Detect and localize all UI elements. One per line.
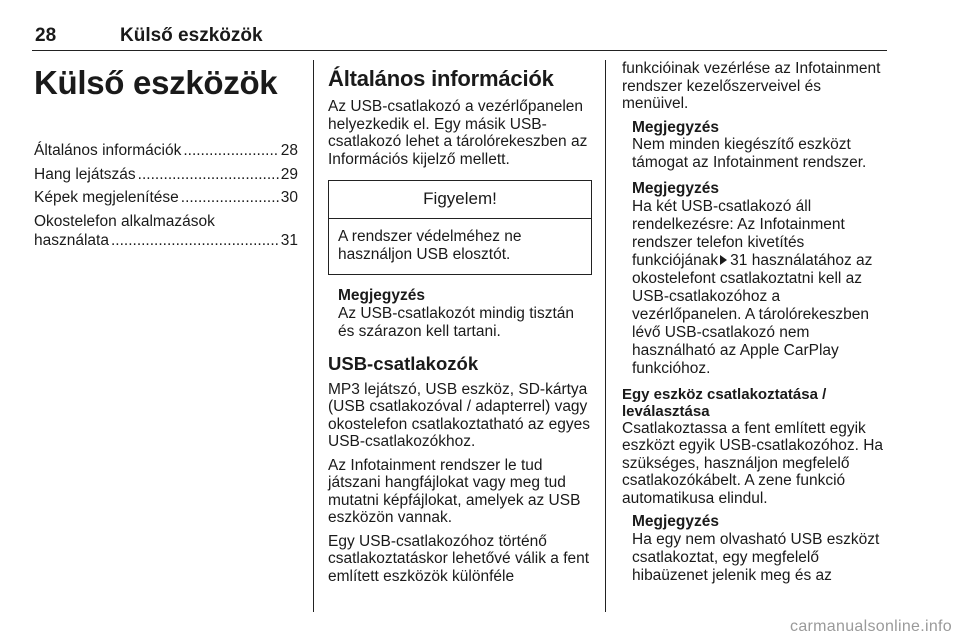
page-header [32, 12, 887, 51]
note-text-before: Ha két USB-csatlakozó áll rendelkezésre: Az Infotainment rendszer telefon kivetítés funkciójának [632, 197, 845, 269]
warning-text: A rendszer védelméhez ne használjon USB elosztót. [338, 228, 522, 263]
note-text [632, 198, 887, 378]
warning-title: Figyelem! [329, 181, 591, 219]
column-left [34, 60, 298, 255]
note-text: Az USB-csatlakozót mindig tisztán és szárazon kell tartani. [338, 304, 575, 340]
note-text-after: használatához az okostelefont csatlakoztatni kell az USB-csatlakozóhoz a vezérlőpanelen. A tárolórekeszben lévő USB-csatlakozó nem használható az Apple CarPlay funkcióhoz. [632, 251, 873, 377]
toc-entry-label: Hang lejátszás [34, 165, 136, 183]
page-reference-link[interactable]: 31 [730, 251, 748, 269]
paragraph: Egy USB-csatlakozóhoz történő csatlakoztatáskor lehetővé válik a fent említett eszközök különféle [328, 532, 590, 585]
column-divider [313, 60, 314, 612]
note [632, 513, 887, 585]
toc-leader-dots [111, 231, 279, 251]
chapter-title: Külső eszközök [34, 64, 278, 101]
paragraph: Csatlakoztassa a fent említett egyik eszközt egyik USB-csatlakozóhoz. Ha szükséges, használjon megfelelő csatlakozókábelt. A zene funkció automatikusa elindul. [622, 419, 884, 507]
note-label: Megjegyzés [632, 180, 720, 197]
paragraph: MP3 lejátszó, USB eszköz, SD-kártya (USB csatlakozóval / adapterrel) vagy okostelefon csatlakoztatható az egyes USB-csatlakozókhoz. [328, 380, 590, 450]
paragraph: funkcióinak vezérlése az Infotainment rendszer kezelőszerveivel és menüivel. [622, 60, 881, 112]
toc-leader-dots [138, 165, 279, 185]
paragraph: Az Infotainment rendszer le tud játszani hangfájlokat vagy meg tud mutatni képfájlokat, amelyek az USB eszközön vannak. [328, 456, 581, 526]
note-label: Megjegyzés [632, 513, 720, 530]
column-divider [605, 60, 606, 612]
column-middle [328, 60, 592, 591]
note [632, 180, 887, 378]
page-reference-arrow-icon [720, 255, 727, 265]
toc-entry-label: Általános információk [34, 142, 182, 159]
toc-entry-page: 30 [280, 189, 298, 206]
toc-entry-page: 28 [280, 142, 298, 159]
watermark: carmanualsonline.info [790, 618, 952, 635]
paragraph: Az USB-csatlakozó a vezérlőpanelen helyezkedik el. Egy másik USB-csatlakozó lehet a tárolórekeszben az Információs kijelző mellett. [328, 98, 588, 168]
toc-entry[interactable] [34, 212, 298, 251]
page-number: 28 [35, 25, 57, 46]
toc-entry-label: Képek megjelenítése [34, 189, 179, 206]
note [632, 119, 887, 173]
column-right [622, 60, 887, 593]
toc-entry-label: használata [34, 232, 109, 249]
section-title-connect: Egy eszköz csatlakoztatása / leválasztása [622, 385, 827, 420]
section-title-general: Általános információk [328, 66, 554, 91]
note-text: Ha egy nem olvasható USB eszközt csatlakoztat, egy megfelelő hibaüzenet jelenik meg és az [632, 530, 880, 584]
running-title: Külső eszközök [120, 25, 263, 46]
note-label: Megjegyzés [632, 118, 720, 136]
toc-entry-page: 29 [280, 165, 298, 183]
section-title-usb: USB-csatlakozók [328, 352, 479, 374]
toc-entry-label-line1: Okostelefon alkalmazások [34, 212, 215, 230]
toc-leader-dots [183, 141, 278, 161]
warning-box [328, 180, 592, 275]
note-text: Nem minden kiegészítő eszközt támogat az Infotainment rendszer. [632, 136, 867, 171]
note [338, 287, 592, 341]
toc-leader-dots [181, 188, 279, 208]
toc-entry[interactable] [34, 165, 298, 185]
note-label: Megjegyzés [338, 287, 426, 304]
toc-entry-page: 31 [280, 232, 298, 249]
toc-entry[interactable] [34, 188, 298, 208]
toc-entry[interactable] [34, 141, 298, 161]
table-of-contents [34, 141, 298, 251]
